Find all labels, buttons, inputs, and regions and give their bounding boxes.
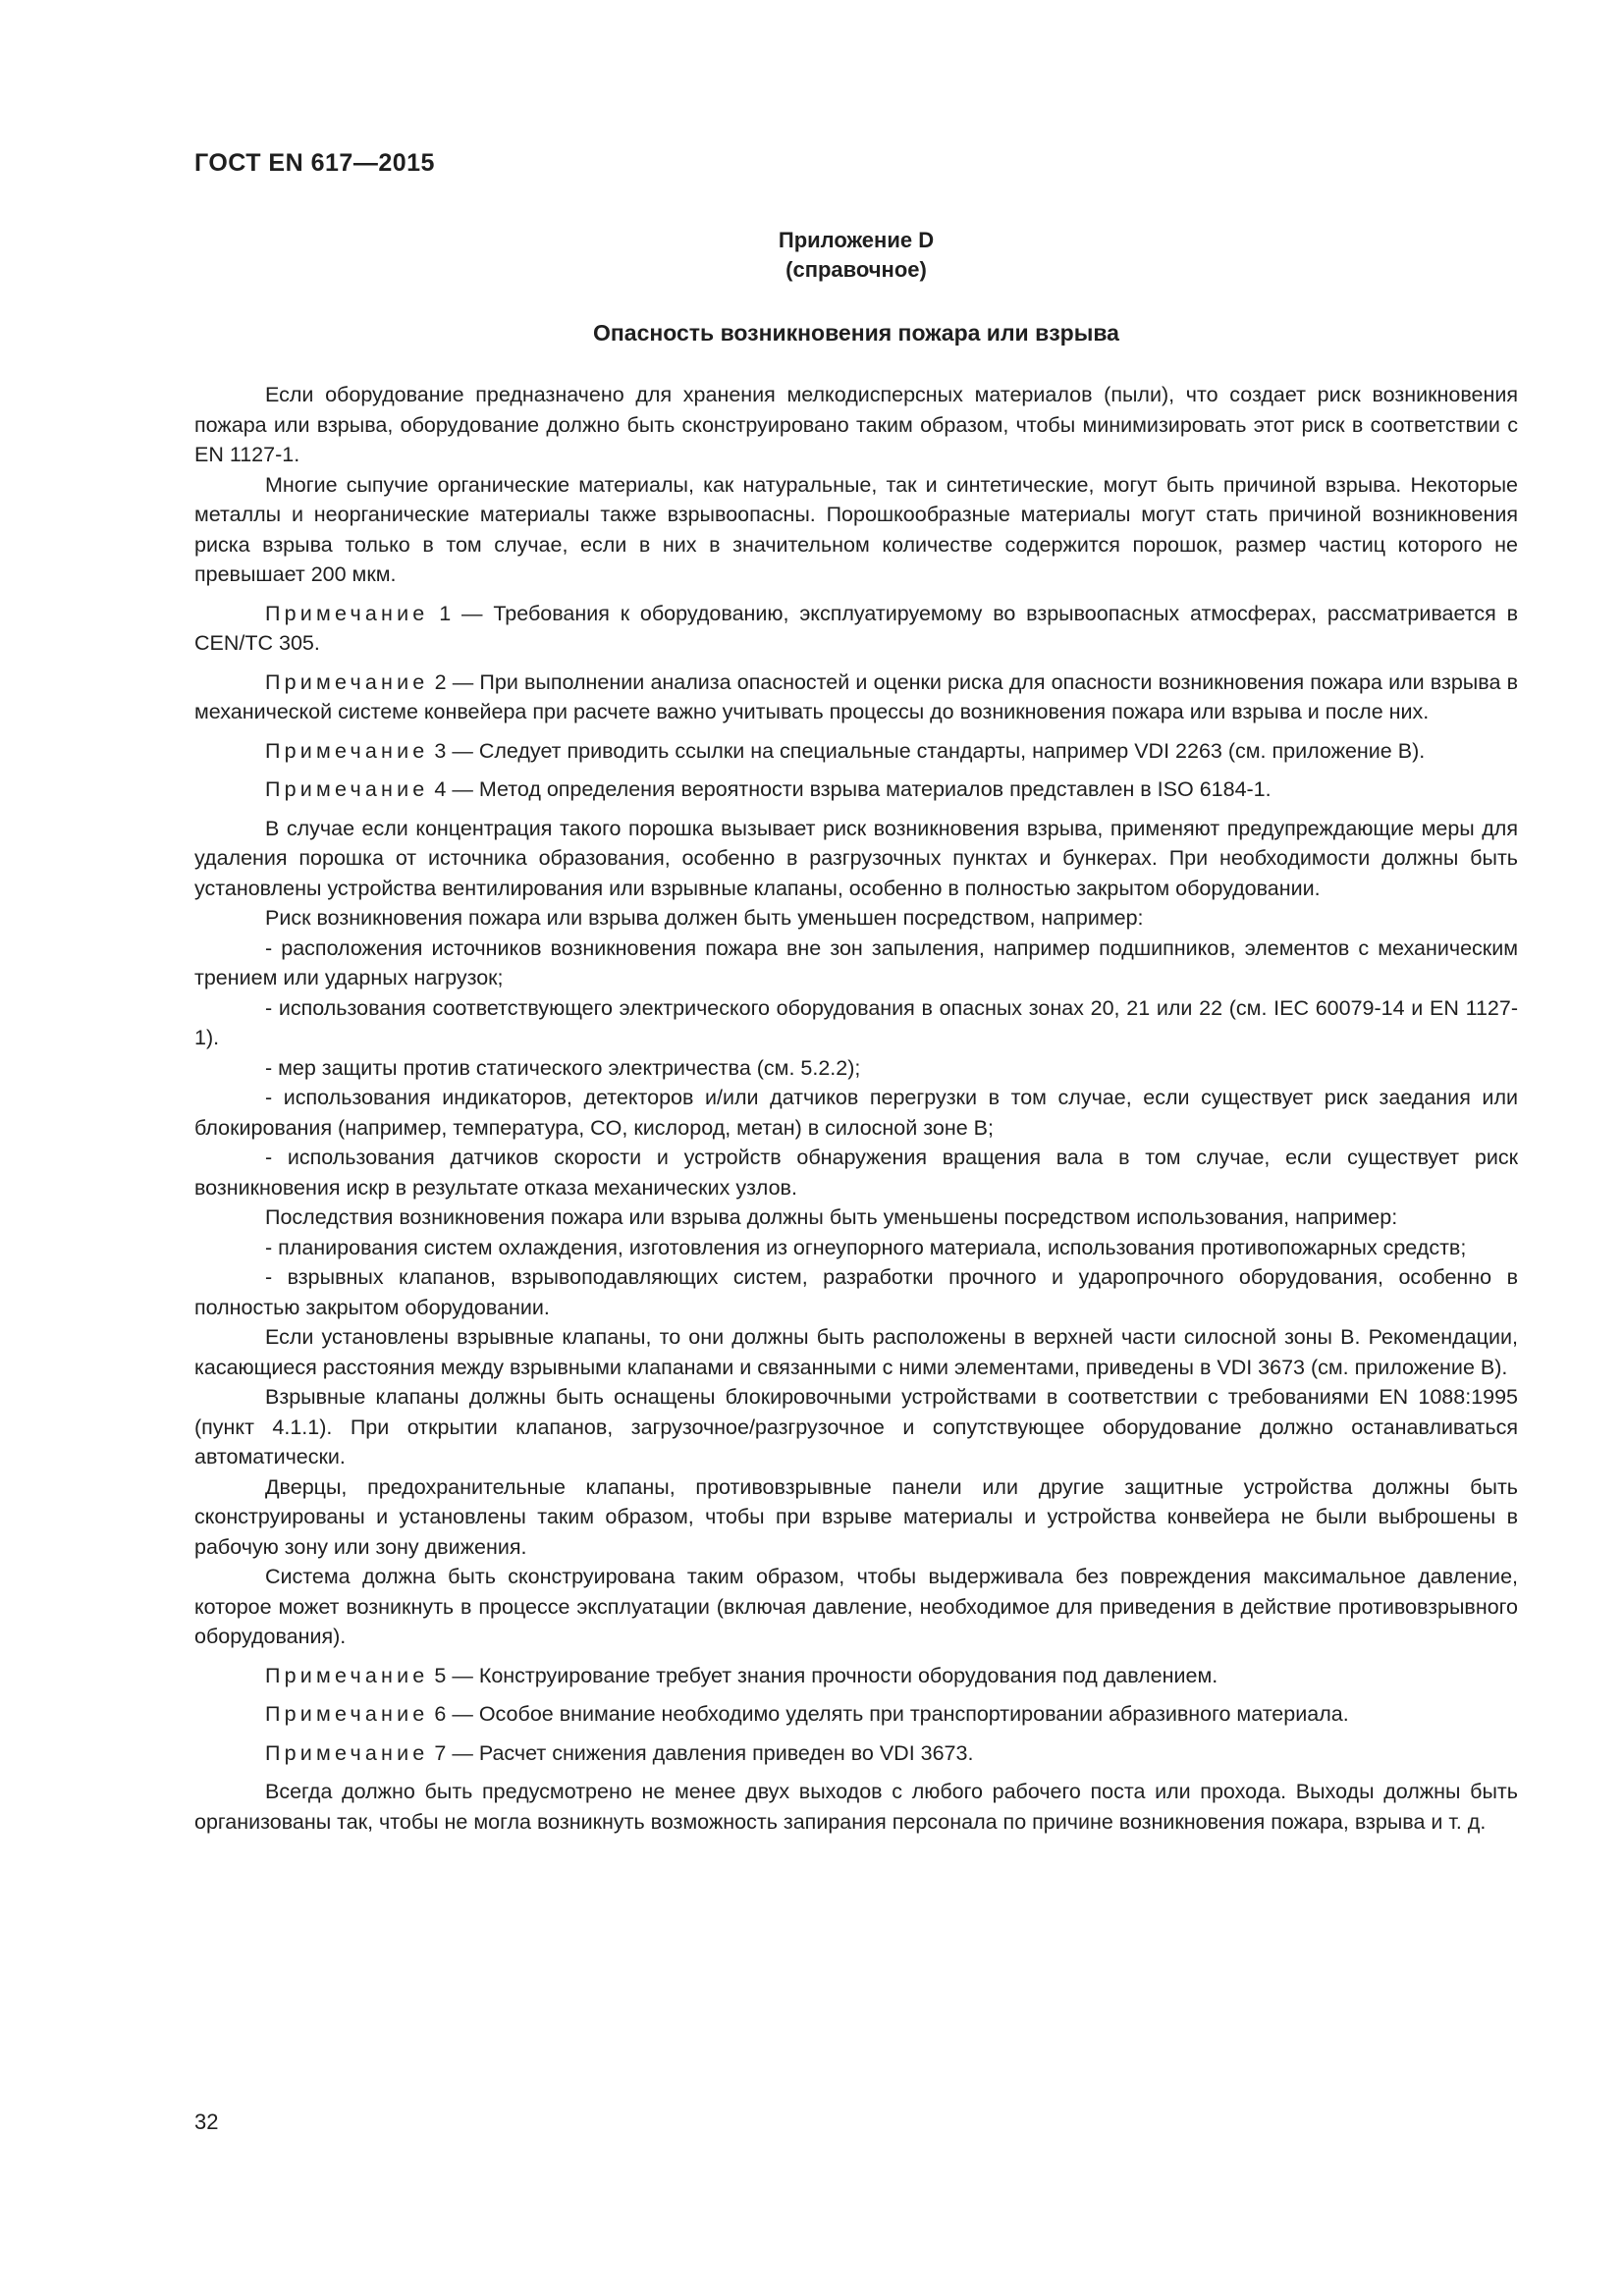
paragraph: Если установлены взрывные клапаны, то они должны быть расположены в верхней части силосной зоны B. Рекомендации, касающиеся расстояния между взрывными клапанами и связанными с ними элементами, приведены в VDI 3673 (см. приложение B). bbox=[194, 1325, 1518, 1379]
list-item: - использования соответствующего электрического оборудования в опасных зонах 20, 21 или 22 (см. IEC 60079-14 и EN 1127-1). bbox=[194, 995, 1518, 1049]
note-label: Примечание bbox=[265, 1702, 429, 1726]
paragraph: Если оборудование предназначено для хранения мелкодисперсных материалов (пыли), что создает риск возникновения пожара или взрыва, оборудование должно быть сконструировано таким образом, чтобы минимизировать этот риск в соответствии с EN 1127-1. bbox=[194, 383, 1518, 466]
note-label: Примечание bbox=[265, 669, 429, 694]
note-3 bbox=[194, 736, 1518, 767]
list-item: - использования индикаторов, детекторов и/или датчиков перегрузки в том случае, если существует риск заедания или блокирования (например, температура, CO, кислород, метан) в силосной зоне B; bbox=[194, 1086, 1518, 1140]
paragraph: Взрывные клапаны должны быть оснащены блокировочными устройствами в соответствии с требованиями EN 1088:1995 (пункт 4.1.1). При открытии клапанов, загрузочное/разгрузочное и сопутствующее оборудование должно останавливаться автоматически. bbox=[194, 1385, 1518, 1468]
note-text: 5 — Конструирование требует знания прочности оборудования под давлением. bbox=[428, 1663, 1218, 1687]
note-text: 2 — При выполнении анализа опасностей и оценки риска для опасности возникновения пожара или взрыва в механической системе конвейера при расчете важно учитывать процессы до возникновения пожара или взрыва и после них. bbox=[194, 669, 1518, 723]
annex-title: Опасность возникновения пожара или взрыва bbox=[593, 320, 1119, 346]
list-item: - использования датчиков скорости и устройств обнаружения вращения вала в том случае, если существует риск возникновения искр в результате отказа механических узлов. bbox=[194, 1146, 1518, 1200]
document-body bbox=[194, 380, 1518, 1837]
note-4 bbox=[194, 774, 1518, 805]
note-label: Примечание bbox=[265, 777, 429, 801]
note-text: 1 — Требования к оборудованию, эксплуатируемому во взрывоопасных атмосферах, рассматривается в CEN/TC 305. bbox=[194, 601, 1518, 655]
annex-heading bbox=[194, 226, 1518, 285]
note-text: 3 — Следует приводить ссылки на специальные стандарты, например VDI 2263 (см. приложение B). bbox=[428, 738, 1426, 763]
paragraph: Многие сыпучие органические материалы, как натуральные, так и синтетические, могут быть причиной взрыва. Некоторые металлы и неорганические материалы также взрывоопасны. Порошкообразные материалы могут стать причиной возникновения риска взрыва только в том случае, если в них в значительном количестве содержится порошок, размер частиц которого не превышает 200 мкм. bbox=[194, 472, 1518, 586]
paragraph: Всегда должно быть предусмотрено не менее двух выходов с любого рабочего поста или прохода. Выходы должны быть организованы так, чтобы не могла возникнуть возможность запирания персонала по причине возникновения пожара, взрыва и т. д. bbox=[194, 1780, 1518, 1834]
document-header: ГОСТ EN 617—2015 bbox=[194, 149, 435, 177]
paragraph: Риск возникновения пожара или взрыва должен быть уменьшен посредством, например: bbox=[265, 906, 1144, 930]
paragraph: В случае если концентрация такого порошка вызывает риск возникновения взрыва, применяют предупреждающие меры для удаления порошка от источника образования, особенно в разгрузочных пунктах и бункерах. При необходимости должны быть установлены устройства вентилирования или взрывные клапаны, особенно в полностью закрытом оборудовании. bbox=[194, 816, 1518, 900]
paragraph: Дверцы, предохранительные клапаны, противовзрывные панели или другие защитные устройства должны быть сконструированы и установлены таким образом, чтобы при взрыве материалы и устройства конвейера не были выброшены в рабочую зону или зону движения. bbox=[194, 1474, 1518, 1559]
note-label: Примечание bbox=[265, 601, 429, 625]
annex-status: (справочное) bbox=[785, 257, 927, 282]
note-7 bbox=[194, 1738, 1518, 1769]
list-item: - мер защиты против статического электричества (см. 5.2.2); bbox=[265, 1055, 861, 1080]
list-item: - планирования систем охлаждения, изготовления из огнеупорного материала, использования противопожарных средств; bbox=[265, 1235, 1467, 1259]
note-2 bbox=[194, 667, 1518, 727]
note-label: Примечание bbox=[265, 1740, 429, 1765]
note-6 bbox=[194, 1699, 1518, 1730]
note-text: 6 — Особое внимание необходимо уделять при транспортировании абразивного материала. bbox=[428, 1702, 1349, 1726]
note-label: Примечание bbox=[265, 1663, 429, 1687]
note-1 bbox=[194, 599, 1518, 659]
note-text: 4 — Метод определения вероятности взрыва материалов представлен в ISO 6184-1. bbox=[428, 777, 1272, 801]
note-label: Примечание bbox=[265, 738, 429, 763]
paragraph: Последствия возникновения пожара или взрыва должны быть уменьшены посредством использования, например: bbox=[265, 1205, 1398, 1229]
note-text: 7 — Расчет снижения давления приведен во VDI 3673. bbox=[428, 1740, 974, 1765]
list-item: - расположения источников возникновения пожара вне зон запыления, например подшипников, элементов с механическим трением или ударных нагрузок; bbox=[194, 935, 1518, 989]
list-item: - взрывных клапанов, взрывоподавляющих систем, разработки прочного и ударопрочного оборудования, особенно в полностью закрытом оборудовании. bbox=[194, 1265, 1518, 1319]
paragraph: Система должна быть сконструирована таким образом, чтобы выдерживала без повреждения максимальное давление, которое может возникнуть в процессе эксплуатации (включая давление, необходимое для приведения в действие противовзрывного оборудования). bbox=[194, 1565, 1518, 1648]
page-number: 32 bbox=[194, 2109, 219, 2134]
note-5 bbox=[194, 1661, 1518, 1691]
annex-label: Приложение D bbox=[778, 228, 935, 252]
